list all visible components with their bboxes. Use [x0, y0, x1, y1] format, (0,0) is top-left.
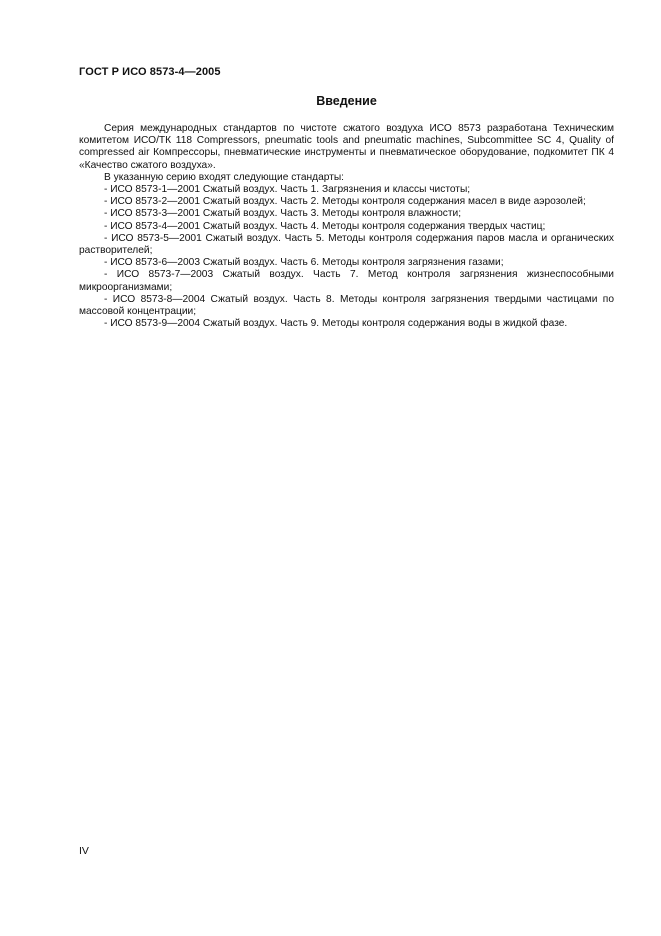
standard-item-8: - ИСО 8573-8—2004 Сжатый воздух. Часть 8. Методы контроля загрязнения твердыми частицами по массовой концентрации;	[79, 293, 614, 318]
standard-item-6: - ИСО 8573-6—2003 Сжатый воздух. Часть 6. Методы контроля загрязнения газами;	[104, 257, 504, 269]
series-lead: В указанную серию входят следующие стандарты:	[104, 171, 345, 183]
standard-item-7: - ИСО 8573-7—2003 Сжатый воздух. Часть 7. Метод контроля загрязнения жизнеспособными микроорганизмами;	[79, 269, 614, 293]
document-header: ГОСТ Р ИСО 8573-4—2005	[79, 66, 221, 78]
section-title	[0, 94, 661, 108]
standard-item-2: - ИСО 8573-2—2001 Сжатый воздух. Часть 2. Методы контроля содержания масел в виде аэрозолей;	[104, 196, 586, 208]
intro-paragraph: Серия международных стандартов по чистоте сжатого воздуха ИСО 8573 разработана Техническим комитетом ИСО/ТК 118 Compressors, pneumatic tools and pneumatic machines, Subcommittee SC 4, Quality of compressed air Компрессоры, пневматические инструменты и пневматическое оборудование, подкомитет ПК 4 «Качество сжатого воздуха».	[79, 123, 614, 171]
standard-item-4: - ИСО 8573-4—2001 Сжатый воздух. Часть 4. Методы контроля содержания твердых частиц;	[104, 220, 546, 232]
standard-item-5: - ИСО 8573-5—2001 Сжатый воздух. Часть 5. Методы контроля содержания паров масла и органических растворителей;	[79, 232, 614, 257]
standard-item-1: - ИСО 8573-1—2001 Сжатый воздух. Часть 1. Загрязнения и классы чистоты;	[104, 184, 471, 196]
standard-item-9: - ИСО 8573-9—2004 Сжатый воздух. Часть 9. Методы контроля содержания воды в жидкой фазе.	[104, 318, 568, 330]
document-body	[79, 123, 614, 330]
page-number: IV	[79, 845, 89, 857]
section-title-text: Введение	[316, 94, 377, 108]
standard-item-3: - ИСО 8573-3—2001 Сжатый воздух. Часть 3. Методы контроля влажности;	[104, 208, 462, 220]
